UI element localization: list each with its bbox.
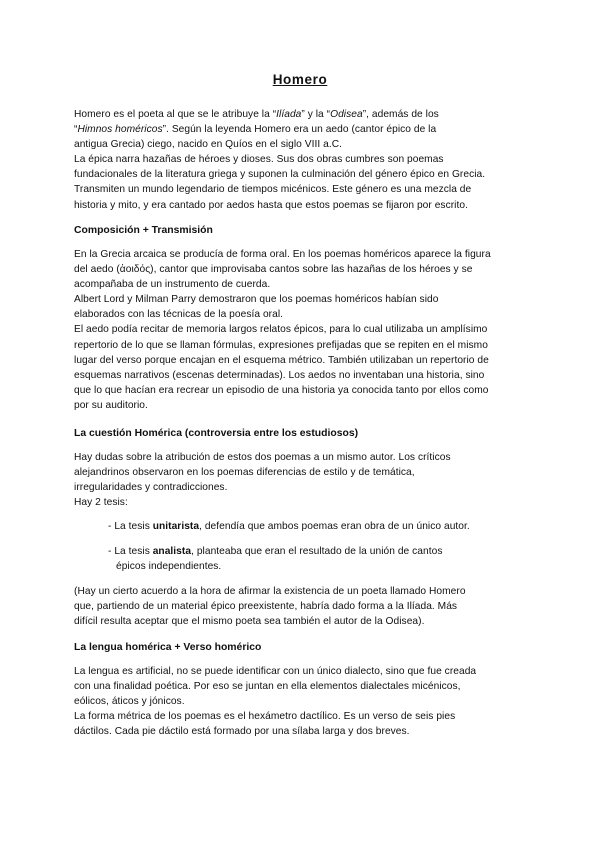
text-line: dáctilos. Cada pie dáctilo está formado por una sílaba larga y dos breves.	[74, 726, 410, 738]
text-line: El aedo podía recitar de memoria largos relatos épicos, para lo cual utilizaba un amplísimo	[74, 324, 488, 336]
text-line: con una finalidad poética. Por eso se juntan en ella elementos dialectales micénicos,	[74, 681, 461, 693]
text-line: La lengua es artificial, no se puede identificar con un único dialecto, sino que fue creada	[74, 666, 477, 677]
intro-line: “Himnos homéricos”. Según la leyenda Homero era un aedo (cantor épico de la	[74, 124, 437, 136]
text-line: por su auditorio.	[74, 399, 148, 411]
text-line: repertorio de lo que se llaman fórmulas, expresiones prefijadas que se repiten en el mismo	[74, 339, 488, 351]
cuestion-paragraph	[74, 450, 534, 510]
page-title: Homero	[272, 72, 328, 87]
note-paragraph	[74, 584, 534, 629]
intro-line: fundacionales de la literatura griega y suponen la culminación del género épico en Grecia.	[74, 169, 486, 181]
text-line: elaborados con las técnicas de la poesía oral.	[74, 309, 284, 321]
lengua-paragraph	[74, 664, 534, 739]
intro-line: La épica narra hazañas de héroes y dioses. Sus dos obras cumbres son poemas	[74, 154, 444, 166]
text-line: difícil resulta aceptar que el mismo poeta sea también el autor de la Odisea).	[74, 616, 425, 628]
section-heading-composicion: Composición + Transmisión	[74, 225, 213, 236]
section-heading-cuestion-homerica: La cuestión Homérica (controversia entre los estudiosos)	[74, 428, 359, 439]
text-line: acompañaba de un instrumento de cuerda.	[74, 279, 271, 291]
text-line: irregularidades y contradicciones.	[74, 482, 228, 494]
thesis-unitarista: - La tesis unitarista, defendía que ambos poemas eran obra de un único autor.	[108, 521, 470, 532]
intro-line: Transmiten un mundo legendario de tiempos micénicos. Este género es una mezcla de	[74, 184, 472, 196]
text-line: esquemas narrativos (escenas determinadas). Los aedos no inventaban una historia, sino	[74, 369, 485, 381]
thesis-analista: - La tesis analista, planteaba que eran el resultado de la unión de cantos épicos independientes.	[108, 544, 528, 574]
text-line: eólicos, áticos y jónicos.	[74, 696, 185, 708]
text-line: que lo que hacían era recrear un episodio de una historia ya conocida tanto por ellos como	[74, 384, 489, 396]
text-line: lugar del verso porque encajan en el esquema métrico. También utilizaban un repertorio de	[74, 354, 489, 366]
text-line: Hay 2 tesis:	[74, 497, 128, 509]
text-line: Hay dudas sobre la atribución de estos dos poemas a un mismo autor. Los críticos	[74, 452, 451, 463]
intro-paragraph	[74, 107, 534, 213]
text-line: del aedo (ἀοιδός), cantor que improvisaba cantos sobre las hazañas de los héroes y se	[74, 264, 473, 276]
intro-line: Homero es el poeta al que se le atribuye la “Ilíada” y la “Odisea”, además de los	[74, 109, 439, 120]
section-heading-lengua-homerica: La lengua homérica + Verso homérico	[74, 642, 262, 653]
text-line: épicos independientes.	[116, 561, 222, 573]
text-line: La forma métrica de los poemas es el hexámetro dactílico. Es un verso de seis pies	[74, 711, 456, 723]
intro-line: historia y mito, y era cantado por aedos hasta que estos poemas se fijaron por escrito.	[74, 199, 468, 211]
text-line: alejandrinos observaron en los poemas diferencias de estilo y de temática,	[74, 467, 415, 479]
composicion-paragraph	[74, 247, 534, 413]
text-line: En la Grecia arcaica se producía de forma oral. En los poemas homéricos aparece la figura	[74, 249, 491, 260]
text-line: Albert Lord y Milman Parry demostraron que los poemas homéricos habían sido	[74, 294, 439, 306]
text-line: que, partiendo de un material épico preexistente, habría dado forma a la Ilíada. Más	[74, 601, 458, 613]
text-line: (Hay un cierto acuerdo a la hora de afirmar la existencia de un poeta llamado Homero	[74, 586, 466, 597]
intro-line: antigua Grecia) ciego, nacido en Quíos en el siglo VIII a.C.	[74, 139, 343, 151]
